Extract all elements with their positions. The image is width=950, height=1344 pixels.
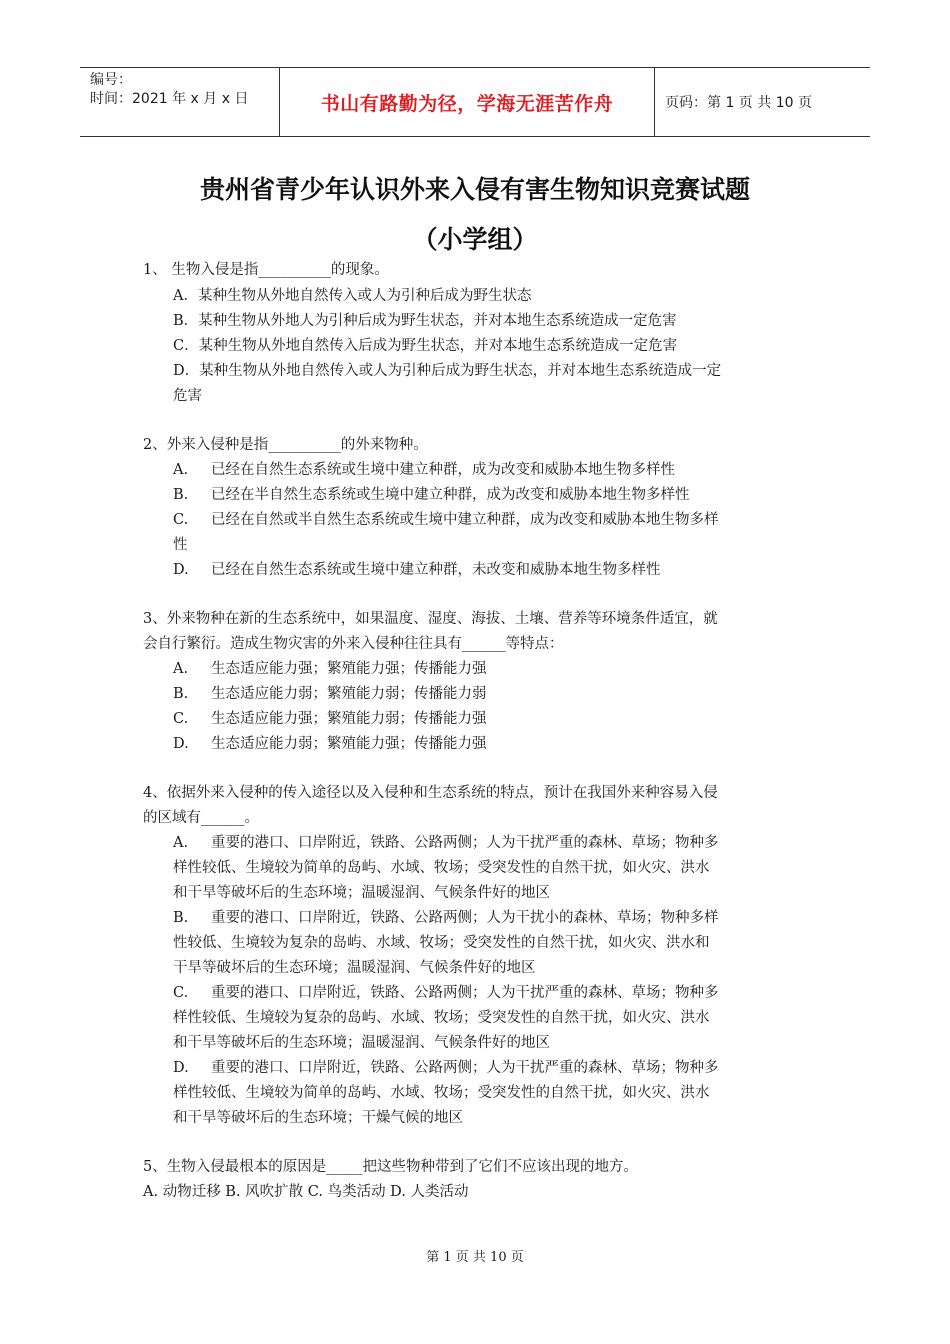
option-label: A．: [173, 288, 198, 304]
q4-option-c-cont-2: 和干旱等破坏后的生态环境；温暖湿润、气候条件好的地区: [173, 1035, 550, 1051]
q1-stem-line-1: 1、 生物入侵是指__________的现象。: [143, 262, 389, 278]
q4-option-a: [173, 833, 719, 853]
option-label: B.: [173, 487, 189, 503]
q2-option-c: [173, 510, 719, 530]
q2-stem-line-1: 2、外来入侵种是指__________的外来物种。: [143, 437, 428, 453]
q4-option-c: [173, 983, 719, 1003]
q4-stem-line-1: 4、依据外来入侵种的传入途径以及入侵种和生态系统的特点，预计在我国外来种容易入侵: [143, 785, 718, 801]
q3-stem-line-1: 3、外来物种在新的生态系统中，如果温度、湿度、海拔、土壤、营养等环境条件适宜，就: [143, 611, 718, 627]
option-text: 已经在半自然生态系统或生境中建立种群，成为改变和威胁本地生物多样性: [211, 487, 690, 503]
option-label: A.: [173, 462, 189, 478]
number-label: 编号：: [90, 72, 132, 88]
q1-option-d: [173, 361, 721, 381]
q5-stem-line-1: 5、生物入侵最根本的原因是_____把这些物种带到了它们不应该出现的地方。: [143, 1159, 638, 1175]
q3-stem-line-2: 会自行繁衍。造成生物灾害的外来入侵种往往具有______等特点：: [143, 636, 564, 652]
q4-option-d-cont-1: 样性较低、生境较为简单的岛屿、水域、牧场；受突发性的自然干扰，如火灾、洪水: [173, 1085, 710, 1101]
q4-stem-line-2: 的区域有______。: [143, 810, 259, 826]
page-header: [80, 67, 870, 137]
option-text: 重要的港口、口岸附近，铁路、公路两侧；人为干扰严重的森林、草场；物种多: [211, 835, 719, 851]
document-subtitle: （小学组）: [412, 225, 538, 254]
option-text: 已经在自然或半自然生态系统或生境中建立种群，成为改变和威胁本地生物多样: [211, 512, 719, 528]
option-label: A.: [173, 661, 189, 677]
option-text: 已经在自然生态系统或生境中建立种群，未改变和威胁本地生物多样性: [211, 562, 661, 578]
document-title: 贵州省青少年认识外来入侵有害生物知识竞赛试题: [199, 175, 750, 204]
option-text: 某种生物从外地人为引种后成为野生状态，并对本地生态系统造成一定危害: [198, 313, 677, 329]
q4-option-a-cont-2: 和干旱等破坏后的生态环境；温暖湿润、气候条件好的地区: [173, 885, 550, 901]
option-label: B.: [173, 910, 189, 926]
option-label: C.: [173, 512, 189, 528]
q3-option-a: [173, 659, 487, 679]
option-label: B.: [173, 686, 189, 702]
option-text: 生态适应能力弱；繁殖能力强；传播能力强: [211, 736, 487, 752]
option-text: 重要的港口、口岸附近，铁路、公路两侧；人为干扰小的森林、草场；物种多样: [211, 910, 719, 926]
option-text: 某种生物从外地自然传入后成为野生状态，并对本地生态系统造成一定危害: [198, 338, 678, 354]
q4-option-b: [173, 908, 719, 928]
header-meta: [80, 68, 280, 136]
q2-option-c-cont: 性: [173, 537, 188, 553]
option-text: 某种生物从外地自然传入或人为引种后成为野生状态，并对本地生态系统造成一定: [199, 363, 722, 379]
option-text: 重要的港口、口岸附近，铁路、公路两侧；人为干扰严重的森林、草场；物种多: [211, 1060, 719, 1076]
q1-option-c: [173, 336, 677, 356]
option-label: C.: [173, 985, 189, 1001]
q3-option-d: [173, 734, 487, 754]
q1-option-b: [173, 311, 677, 331]
q4-option-c-cont-1: 样性较低、生境较为复杂的岛屿、水域、牧场；受突发性的自然干扰，如火灾、洪水: [173, 1010, 710, 1026]
option-label: D.: [173, 562, 189, 578]
option-label: A.: [173, 835, 189, 851]
q4-option-b-cont-1: 性较低、生境较为复杂的岛屿、水域、牧场；受突发性的自然干扰，如火灾、洪水和: [173, 935, 710, 951]
option-label: D.: [173, 736, 189, 752]
option-text: 某种生物从外地自然传入或人为引种后成为野生状态: [197, 288, 532, 304]
option-label: C.: [173, 711, 189, 727]
q2-option-a: [173, 460, 675, 480]
option-label: D.: [173, 1060, 189, 1076]
q4-option-a-cont-1: 样性较低、生境较为简单的岛屿、水域、牧场；受突发性的自然干扰，如火灾、洪水: [173, 860, 710, 876]
q1-option-a: [173, 286, 531, 306]
option-label: B．: [173, 313, 199, 329]
option-text: 已经在自然生态系统或生境中建立种群，成为改变和威胁本地生物多样性: [211, 462, 675, 478]
header-page-info: 页码：第 1 页 共 10 页: [665, 95, 812, 111]
option-text: 生态适应能力强；繁殖能力弱；传播能力强: [211, 711, 487, 727]
q3-option-c: [173, 709, 487, 729]
option-text: 生态适应能力弱；繁殖能力弱；传播能力弱: [211, 686, 487, 702]
header-motto: 书山有路勤为径，学海无涯苦作舟: [280, 68, 655, 136]
q4-option-d-cont-2: 和干旱等破坏后的生态环境；干燥气候的地区: [173, 1110, 463, 1126]
option-text: 重要的港口、口岸附近，铁路、公路两侧；人为干扰严重的森林、草场；物种多: [211, 985, 719, 1001]
q2-option-b: [173, 485, 690, 505]
q4-option-d: [173, 1058, 719, 1078]
option-label: D．: [173, 363, 200, 379]
time-label: 时间：2021 年 x 月 x 日: [90, 91, 249, 107]
page-footer: 第 1 页 共 10 页: [426, 1250, 524, 1265]
q5-inline-options: A. 动物迁移 B. 风吹扩散 C. 鸟类活动 D. 人类活动: [143, 1184, 469, 1200]
q1-option-d-cont: 危害: [173, 388, 202, 404]
q2-option-d: [173, 560, 661, 580]
q4-option-b-cont-2: 干旱等破坏后的生态环境；温暖湿润、气候条件好的地区: [173, 960, 536, 976]
q3-option-b: [173, 684, 487, 704]
option-label: C．: [173, 338, 199, 354]
option-text: 生态适应能力强；繁殖能力强；传播能力强: [211, 661, 487, 677]
